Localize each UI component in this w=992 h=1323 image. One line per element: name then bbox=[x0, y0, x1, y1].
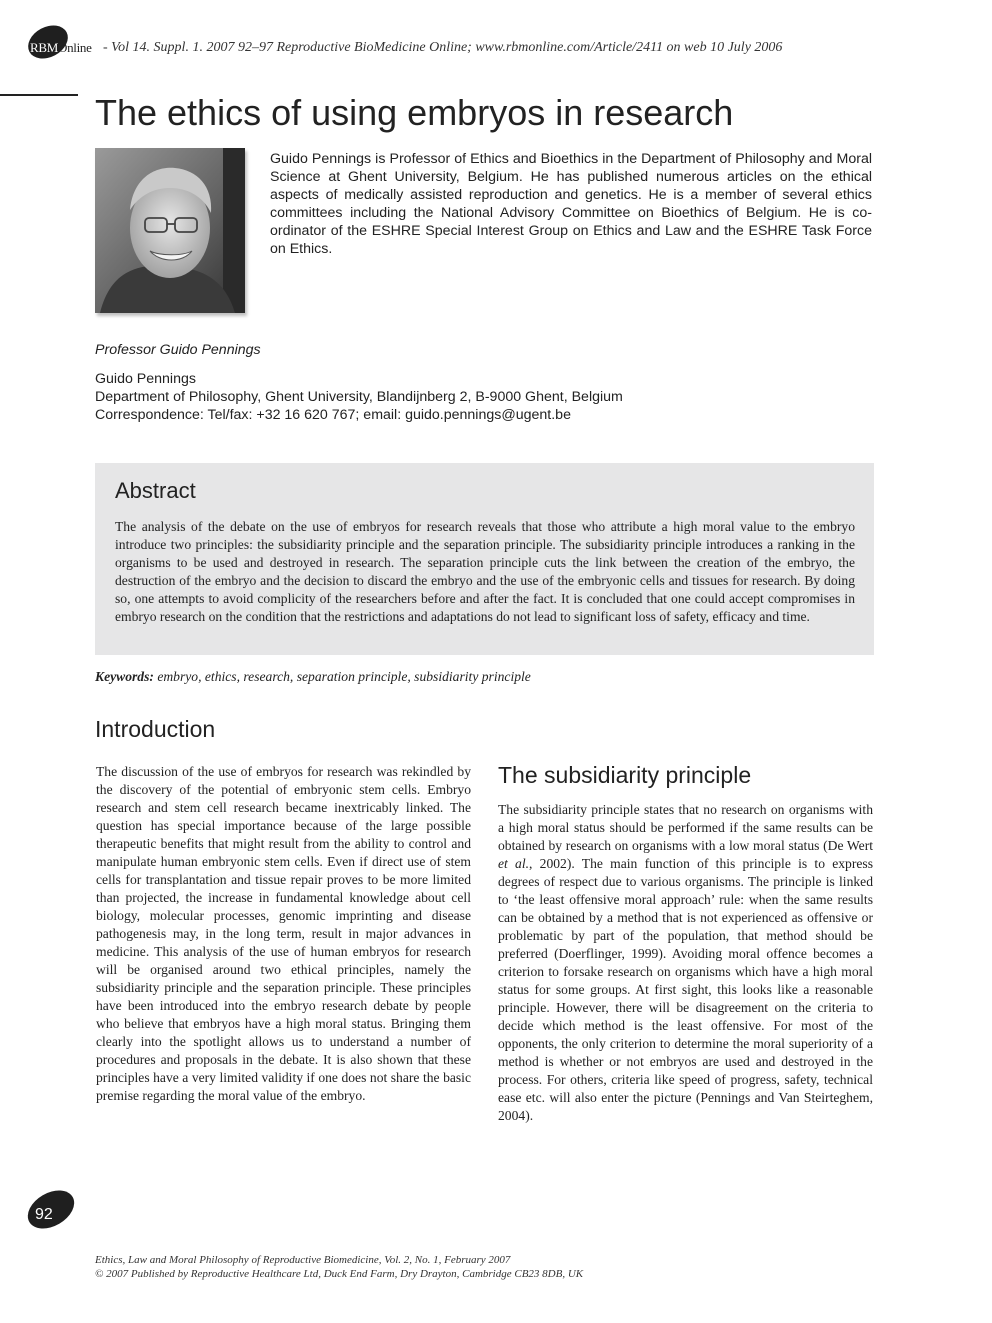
footer bbox=[95, 1253, 583, 1281]
subsidiarity-text-part1: The subsidiarity principle states that no research on organisms with a high moral status should be performed if the same results can be obtained by research on organisms with a low moral status (De Wert bbox=[498, 802, 873, 853]
author-bio: Guido Pennings is Professor of Ethics and Bioethics in the Department of Philosophy and Moral Science at Ghent University, Belgium. He has published numerous articles on the ethical aspects of medically assisted reproduction and genetics. He is a member of several ethics committees including the National Advisory Committee on Bioethics of Belgium. He is co-ordinator of the ESHRE Special Interest Group on Ethics and Law and the ESHRE Task Force on Ethics. bbox=[270, 151, 872, 257]
page-number: 92 bbox=[35, 1206, 53, 1223]
author-photo bbox=[95, 148, 245, 313]
author-portrait-image bbox=[95, 148, 245, 313]
header-rule bbox=[0, 94, 78, 96]
footer-copyright: © 2007 Published by Reproductive Healthcare Ltd, Duck End Farm, Dry Drayton, Cambridge CB23 8DB, UK bbox=[95, 1268, 584, 1280]
introduction-text: The discussion of the use of embryos for research was rekindled by the discovery of the potential of embryonic stem cells. Embryo research and stem cell research became inextricably linked. The question has special importance because of the large possible therapeutic benefits that might result from the ability to control and manipulate human embryonic stem cells. Even if direct use of stem cells for transplantation and tissue repair proves to be more limited than projected, the increase in fundamental knowledge about cell biology, molecular processes, genomic imprinting and disease pathogenesis may, in the long term, result in major advances in medicine. This analysis of the use of human embryos for research will be organised around two ethical principles, namely the subsidiarity principle and the separation principle. These principles have been introduced into the embryo research debate by people who believe that embryos have a high moral status. Bringing them clearly into the spotlight allows us to understand a number of procedures and proposals in the debate. It is also shown that these principles have a very limited validity if one does not share the basic premise regarding the moral value of the embryo. bbox=[96, 764, 471, 1103]
logo-prefix: RBM bbox=[30, 40, 59, 55]
logo-suffix: Online bbox=[58, 40, 92, 55]
author-name: Guido Pennings bbox=[95, 371, 196, 387]
article-title: The ethics of using embryos in research bbox=[95, 92, 734, 133]
keywords bbox=[95, 669, 531, 685]
keywords-label: Keywords: bbox=[95, 669, 154, 684]
subsidiarity-text bbox=[498, 801, 873, 1125]
photo-caption: Professor Guido Pennings bbox=[95, 342, 261, 358]
journal-reference: - Vol 14. Suppl. 1. 2007 92–97 Reproductive BioMedicine Online; www.rbmonline.com/Article/2411 on web 10 July 2006 bbox=[103, 40, 783, 55]
abstract-text: The analysis of the debate on the use of embryos for research reveals that those who attribute a high moral value to the embryo introduce two principles: the subsidiarity principle and the separation principle. The subsidiarity principle introduces a ranking in the organisms to be used and destroyed in research. The separation principle cuts the link between the creation of the embryo, the destruction of the embryo and the decision to discard the embryo and the use of the embryonic cells and tissues for research. By doing so, one attempts to avoid complicity of the researchers before and after the fact. It is concluded that one could accept compromises in embryo research on the condition that the restrictions and adaptations do not lead to significant loss of safety, efficacy and time. bbox=[115, 519, 855, 624]
author-correspondence: Correspondence: Tel/fax: +32 16 620 767; email: guido.pennings@ugent.be bbox=[95, 407, 571, 423]
subsidiarity-text-italic: et al. bbox=[498, 856, 530, 871]
subsidiarity-text-part2: , 2002). The main function of this principle is to express degrees of respect due to various organisms. The principle is linked to ‘the least offensive moral approach’ rule: when the same results can be obtained by a method that is not experienced as offensive or problematic by part of the population, that method should be preferred (Doerflinger, 1999). Avoiding moral offence becomes a criterion to forsake research on organisms which have a high moral status for some groups. At first sight, this looks like a reasonable principle. However, there will be disagreement on the criteria to decide which method is the least offensive. For most of the opponents, the only criterion to determine the moral superiority of a method is whether or not embryos are used and destroyed in the process. For others, criteria like speed of progress, safety, technical ease etc. will also enter the picture (Pennings and Van Steirteghem, 2004). bbox=[498, 856, 873, 1123]
author-address-block bbox=[95, 370, 623, 424]
author-affiliation: Department of Philosophy, Ghent University, Blandijnberg 2, B-9000 Ghent, Belgium bbox=[95, 389, 623, 405]
keywords-list: embryo, ethics, research, separation principle, subsidiarity principle bbox=[157, 669, 531, 684]
introduction-heading: Introduction bbox=[95, 716, 216, 742]
journal-logo bbox=[30, 40, 92, 56]
abstract-heading: Abstract bbox=[115, 478, 196, 503]
subsidiarity-heading: The subsidiarity principle bbox=[498, 762, 752, 788]
footer-citation: Ethics, Law and Moral Philosophy of Reproductive Biomedicine, Vol. 2, No. 1, February 2007 bbox=[95, 1254, 511, 1266]
